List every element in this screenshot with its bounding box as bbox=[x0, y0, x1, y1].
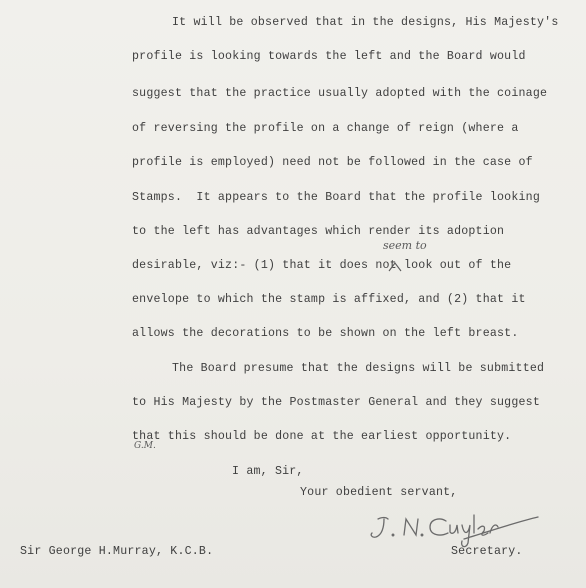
body-line: The Board presume that the designs will be submitted bbox=[172, 362, 545, 375]
body-line: Stamps. It appears to the Board that the profile looking bbox=[132, 191, 540, 204]
body-line: of reversing the profile on a change of reign (where a bbox=[132, 122, 519, 135]
valediction: Your obedient servant, bbox=[300, 486, 458, 499]
body-line: desirable, viz:- (1) that it does not look out of the bbox=[132, 259, 512, 272]
body-line: allows the decorations to be shown on the left breast. bbox=[132, 327, 519, 340]
body-line: to His Majesty by the Postmaster General and they suggest bbox=[132, 396, 540, 409]
body-line: It will be observed that in the designs, His Majesty's bbox=[172, 16, 559, 29]
body-line: profile is looking towards the left and the Board would bbox=[132, 50, 526, 63]
salutation: I am, Sir, bbox=[232, 465, 304, 478]
body-line: that this should be done at the earliest opportunity. bbox=[132, 430, 512, 443]
body-line: profile is employed) need not be followed in the case of bbox=[132, 156, 533, 169]
body-line: suggest that the practice usually adopted with the coinage bbox=[132, 87, 548, 100]
caret-mark bbox=[388, 262, 402, 272]
addressee: Sir George H.Murray, K.C.B. bbox=[20, 545, 214, 558]
margin-initials: G.M. bbox=[134, 441, 156, 451]
body-line: envelope to which the stamp is affixed, and (2) that it bbox=[132, 293, 526, 306]
body-line: to the left has advantages which render its adoption bbox=[132, 225, 505, 238]
handwritten-insertion: seem to bbox=[383, 239, 427, 252]
signatory-title: Secretary. bbox=[451, 545, 523, 558]
